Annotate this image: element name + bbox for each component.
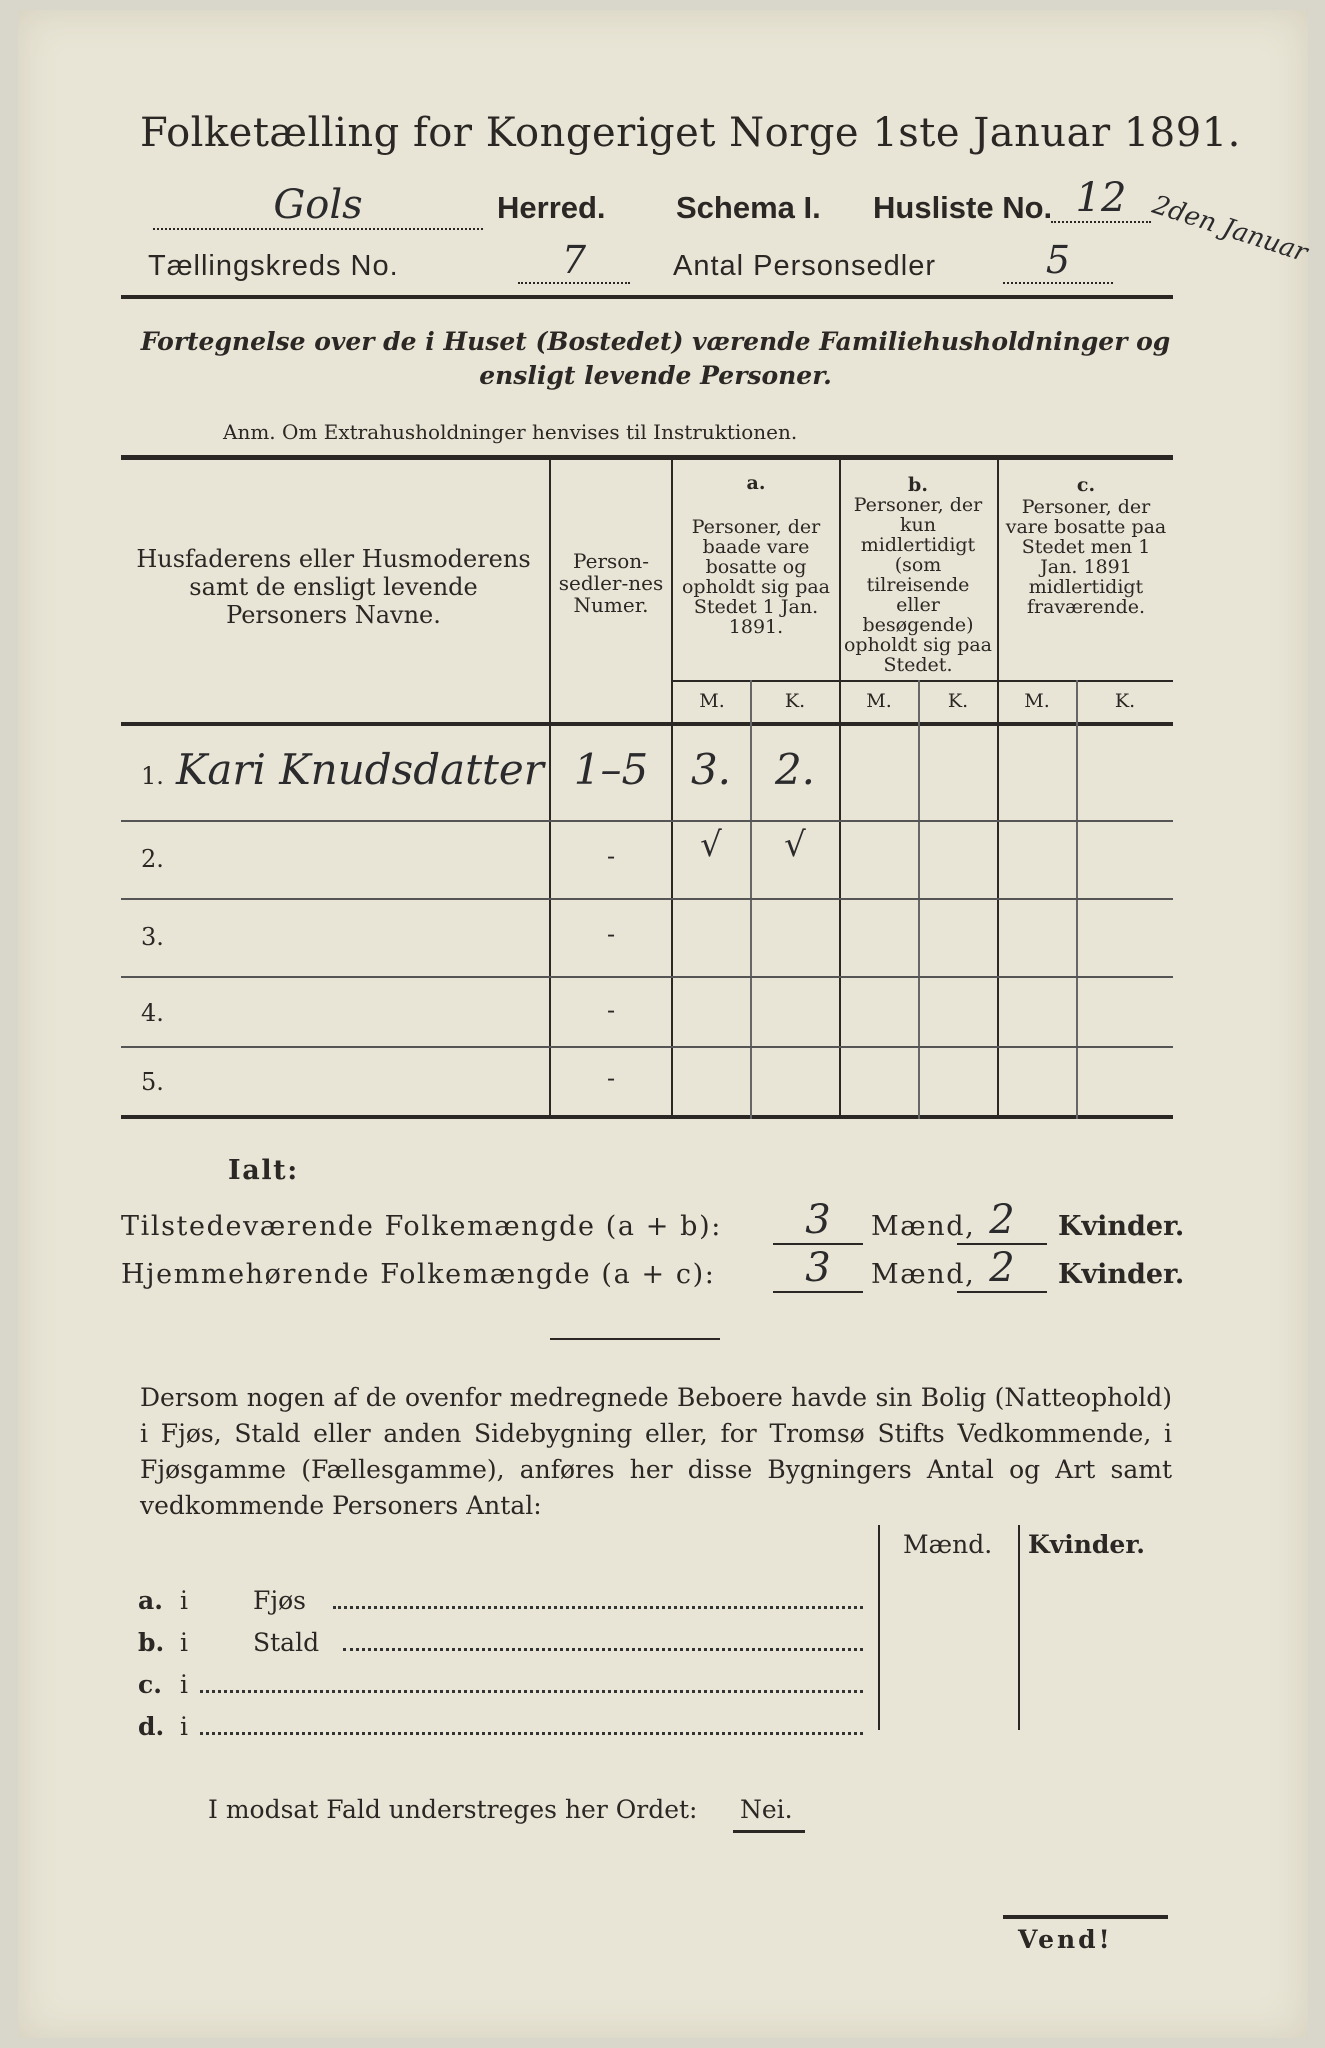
totals-line1-label: Tilstedeværende Folkemængde (a + b): (121, 1211, 722, 1242)
schema-label: Schema I. (676, 190, 821, 225)
nei-underline (733, 1830, 805, 1833)
building-row-prep: i (180, 1670, 188, 1699)
row-a-m: √ (700, 825, 722, 865)
row-number: 4. (141, 999, 164, 1027)
nei-word: Nei. (740, 1795, 793, 1824)
building-row (138, 1580, 868, 1620)
c-k-label: K. (1114, 690, 1136, 712)
row-number: 2. (141, 845, 164, 873)
kreds-value: 7 (518, 238, 630, 284)
totals-maend-label: Mænd, (871, 1211, 976, 1242)
row-a-k: √ (784, 825, 806, 865)
buildings-maend-header: Mænd. (903, 1530, 993, 1559)
buildings-kvinder-header: Kvinder. (1028, 1530, 1145, 1559)
building-row (138, 1622, 868, 1662)
col-b-letter: b. (908, 474, 928, 496)
col-name-header: Husfaderens eller Husmoderens samt de ensligt levende Personers Navne. (136, 545, 531, 629)
building-row-letter: c. (138, 1670, 162, 1699)
totals-line-resident (121, 1245, 1185, 1299)
antal-value: 5 (1003, 238, 1113, 284)
building-row-label: Stald (253, 1628, 320, 1657)
building-row-prep: i (180, 1628, 188, 1657)
building-row (138, 1706, 868, 1746)
husliste-label: Husliste No. (873, 190, 1053, 225)
table-row (121, 976, 1173, 1046)
row-number: 5. (141, 1068, 164, 1096)
mk-rule (671, 680, 1173, 682)
building-row-dots (200, 1690, 863, 1693)
building-row-letter: d. (138, 1712, 165, 1741)
row-name: Kari Knudsdatter (176, 745, 544, 794)
col-c-letter: c. (1076, 474, 1096, 496)
b-m-label: M. (866, 690, 892, 712)
table-header-rule (121, 722, 1173, 726)
margin-note: 2den Januar (1148, 190, 1312, 269)
building-row (138, 1664, 868, 1704)
building-row-dots (343, 1648, 863, 1651)
a-k-label: K. (784, 690, 806, 712)
totals-maend-label: Mænd, (871, 1259, 976, 1290)
row-number: 1. (141, 762, 164, 790)
buildings-vline-1 (878, 1525, 880, 1730)
herred-label: Herred. (497, 190, 606, 225)
vend-rule (1003, 1915, 1168, 1919)
row-numer: - (606, 842, 616, 870)
table-row (121, 820, 1173, 898)
totals-line1-men: 3 (773, 1197, 863, 1245)
census-form-page (18, 10, 1312, 2038)
building-row-prep: i (180, 1586, 188, 1615)
building-row-label: Fjøs (253, 1586, 306, 1615)
building-row-prep: i (180, 1712, 188, 1741)
building-row-dots (333, 1606, 863, 1609)
table-row (121, 898, 1173, 976)
col-a-letter: a. (746, 472, 766, 494)
table-row (121, 1046, 1173, 1116)
totals-line1-women: 2 (957, 1197, 1047, 1245)
ialt-label: Ialt: (228, 1155, 299, 1186)
b-k-label: K. (947, 690, 969, 712)
totals-kvinder-label: Kvinder. (1058, 1211, 1185, 1242)
totals-line2-men: 3 (773, 1245, 863, 1293)
col-numer-header: Person-sedler-nes Numer. (558, 549, 664, 617)
herred-value: Gols (153, 182, 483, 230)
kreds-label: Tællingskreds No. (148, 250, 399, 282)
table-top-rule (121, 455, 1173, 460)
form-title: Folketælling for Kongeriget Norge 1ste Januar 1891. (140, 110, 1241, 156)
intro-heading: Fortegnelse over de i Huset (Bostedet) værende Familiehusholdninger og ensligt levende Personer. (140, 327, 1171, 390)
row-numer: - (606, 1064, 616, 1092)
herred-line (153, 182, 606, 230)
husliste-value: 12 (1051, 175, 1151, 223)
row-number: 3. (141, 923, 164, 951)
totals-kvinder-label: Kvinder. (1058, 1259, 1185, 1290)
anm-note: Anm. Om Extrahusholdninger henvises til Instruktionen. (223, 420, 798, 444)
building-row-letter: b. (138, 1628, 165, 1657)
c-m-label: M. (1024, 690, 1050, 712)
household-table (121, 455, 1173, 1125)
row-numer: - (606, 996, 616, 1024)
row-a-k: 2. (774, 745, 816, 794)
modsat-text: I modsat Fald understreges her Ordet: (208, 1795, 698, 1824)
totals-line2-label: Hjemmehørende Folkemængde (a + c): (121, 1259, 716, 1290)
buildings-vline-2 (1018, 1525, 1020, 1730)
buildings-paragraph: Dersom nogen af de ovenfor medregnede Beboere havde sin Bolig (Natteophold) i Fjøs, Stald eller anden Sidebygning eller, for Tromsø Stifts Vedkommende, i Fjøsgamme (Fællesgamme), anføres her disse Bygningers Antal og Art samt vedkommende Personers Antal: (140, 1383, 1172, 1520)
col-b-header: Personer, der kun midlertidigt (som tilreisende eller besøgende) opholdt sig paa Stedet. (843, 494, 993, 676)
row-numer: - (606, 920, 616, 948)
col-a-header: Personer, der baade vare bosatte og opholdt sig paa Stedet 1 Jan. 1891. (681, 516, 831, 638)
section-divider (550, 1338, 720, 1340)
building-row-dots (200, 1732, 863, 1735)
building-row-letter: a. (138, 1586, 163, 1615)
totals-line2-women: 2 (957, 1245, 1047, 1293)
row-numer: 1–5 (573, 745, 649, 794)
col-c-header: Personer, der vare bosatte paa Stedet men 1 Jan. 1891 midlertidigt fraværende. (1005, 496, 1167, 618)
header-rule (121, 295, 1173, 299)
row-a-m: 3. (690, 745, 732, 794)
vend-text: Vend! (1018, 1925, 1113, 1954)
table-row (121, 740, 1173, 820)
a-m-label: M. (699, 690, 725, 712)
antal-label: Antal Personsedler (673, 250, 937, 282)
